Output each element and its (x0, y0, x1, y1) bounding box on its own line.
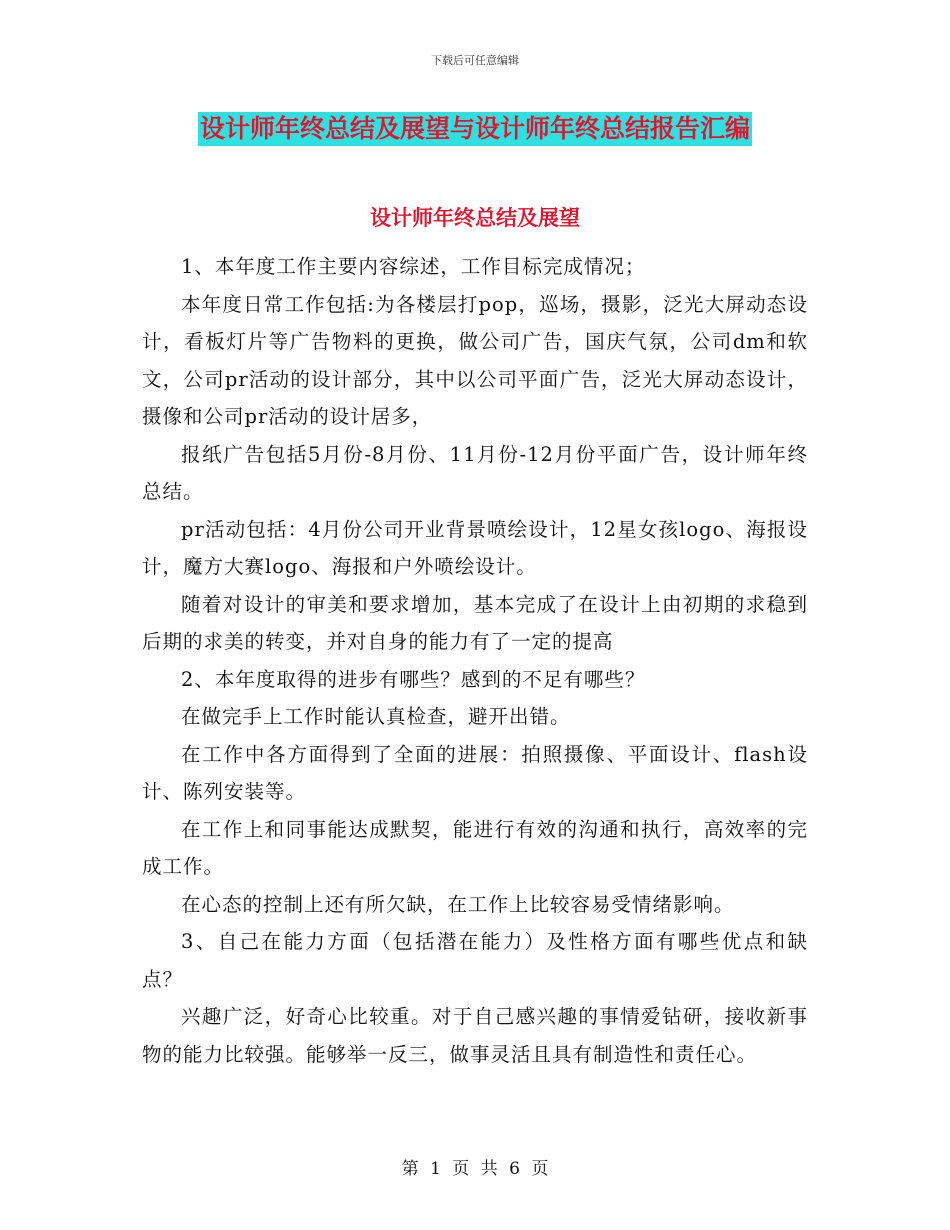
main-title: 设计师年终总结及展望与设计师年终总结报告汇编 (198, 112, 752, 146)
paragraph: 在做完手上工作时能认真检查，避开出错。 (181, 705, 571, 728)
page-footer: 第 1 页 共 6 页 (401, 1159, 549, 1179)
paragraph: 在心态的控制上还有所欠缺，在工作上比较容易受情绪影响。 (181, 892, 735, 916)
page-header-note: 下载后可任意编辑 (431, 54, 519, 67)
section-title: 设计师年终总结及展望 (370, 206, 580, 230)
paragraph: 报纸广告包括5月份-8月份、11月份-12月份平面广告，设计师年终总结。 (142, 442, 808, 503)
main-title-container (0, 112, 950, 146)
paragraph: 随着对设计的审美和要求增加，基本完成了在设计上由初期的求稳到后期的求美的转变，并对自身的能力有了一定的提高 (142, 592, 808, 653)
paragraph: pr活动包括：4月份公司开业背景喷绘设计，12星女孩logo、海报设计，魔方大赛logo、海报和户外喷绘设计。 (142, 517, 808, 578)
paragraph: 2、本年度取得的进步有哪些？感到的不足有哪些？ (181, 667, 646, 691)
paragraph: 兴趣广泛，好奇心比较重。对于自己感兴趣的事情爱钻研，接收新事物的能力比较强。能够举一反三，做事灵活且具有制造性和责任心。 (142, 1005, 808, 1066)
paragraph: 本年度日常工作包括:为各楼层打pop，巡场，摄影，泛光大屏动态设计，看板灯片等广告物料的更换，做公司广告，国庆气氛，公司dm和软文，公司pr活动的设计部分，其中以公司平面广告，泛光大屏动态设计，摄像和公司pr活动的设计居多， (142, 292, 808, 428)
paragraph: 在工作中各方面得到了全面的进展：拍照摄像、平面设计、flash设计、陈列安装等。 (142, 742, 808, 803)
paragraph: 3、自己在能力方面（包括潜在能力）及性格方面有哪些优点和缺点？ (142, 930, 808, 991)
document-body (142, 248, 808, 1073)
paragraph: 在工作上和同事能达成默契，能进行有效的沟通和执行，高效率的完成工作。 (142, 817, 808, 878)
paragraph: 1、本年度工作主要内容综述，工作目标完成情况； (181, 255, 646, 278)
